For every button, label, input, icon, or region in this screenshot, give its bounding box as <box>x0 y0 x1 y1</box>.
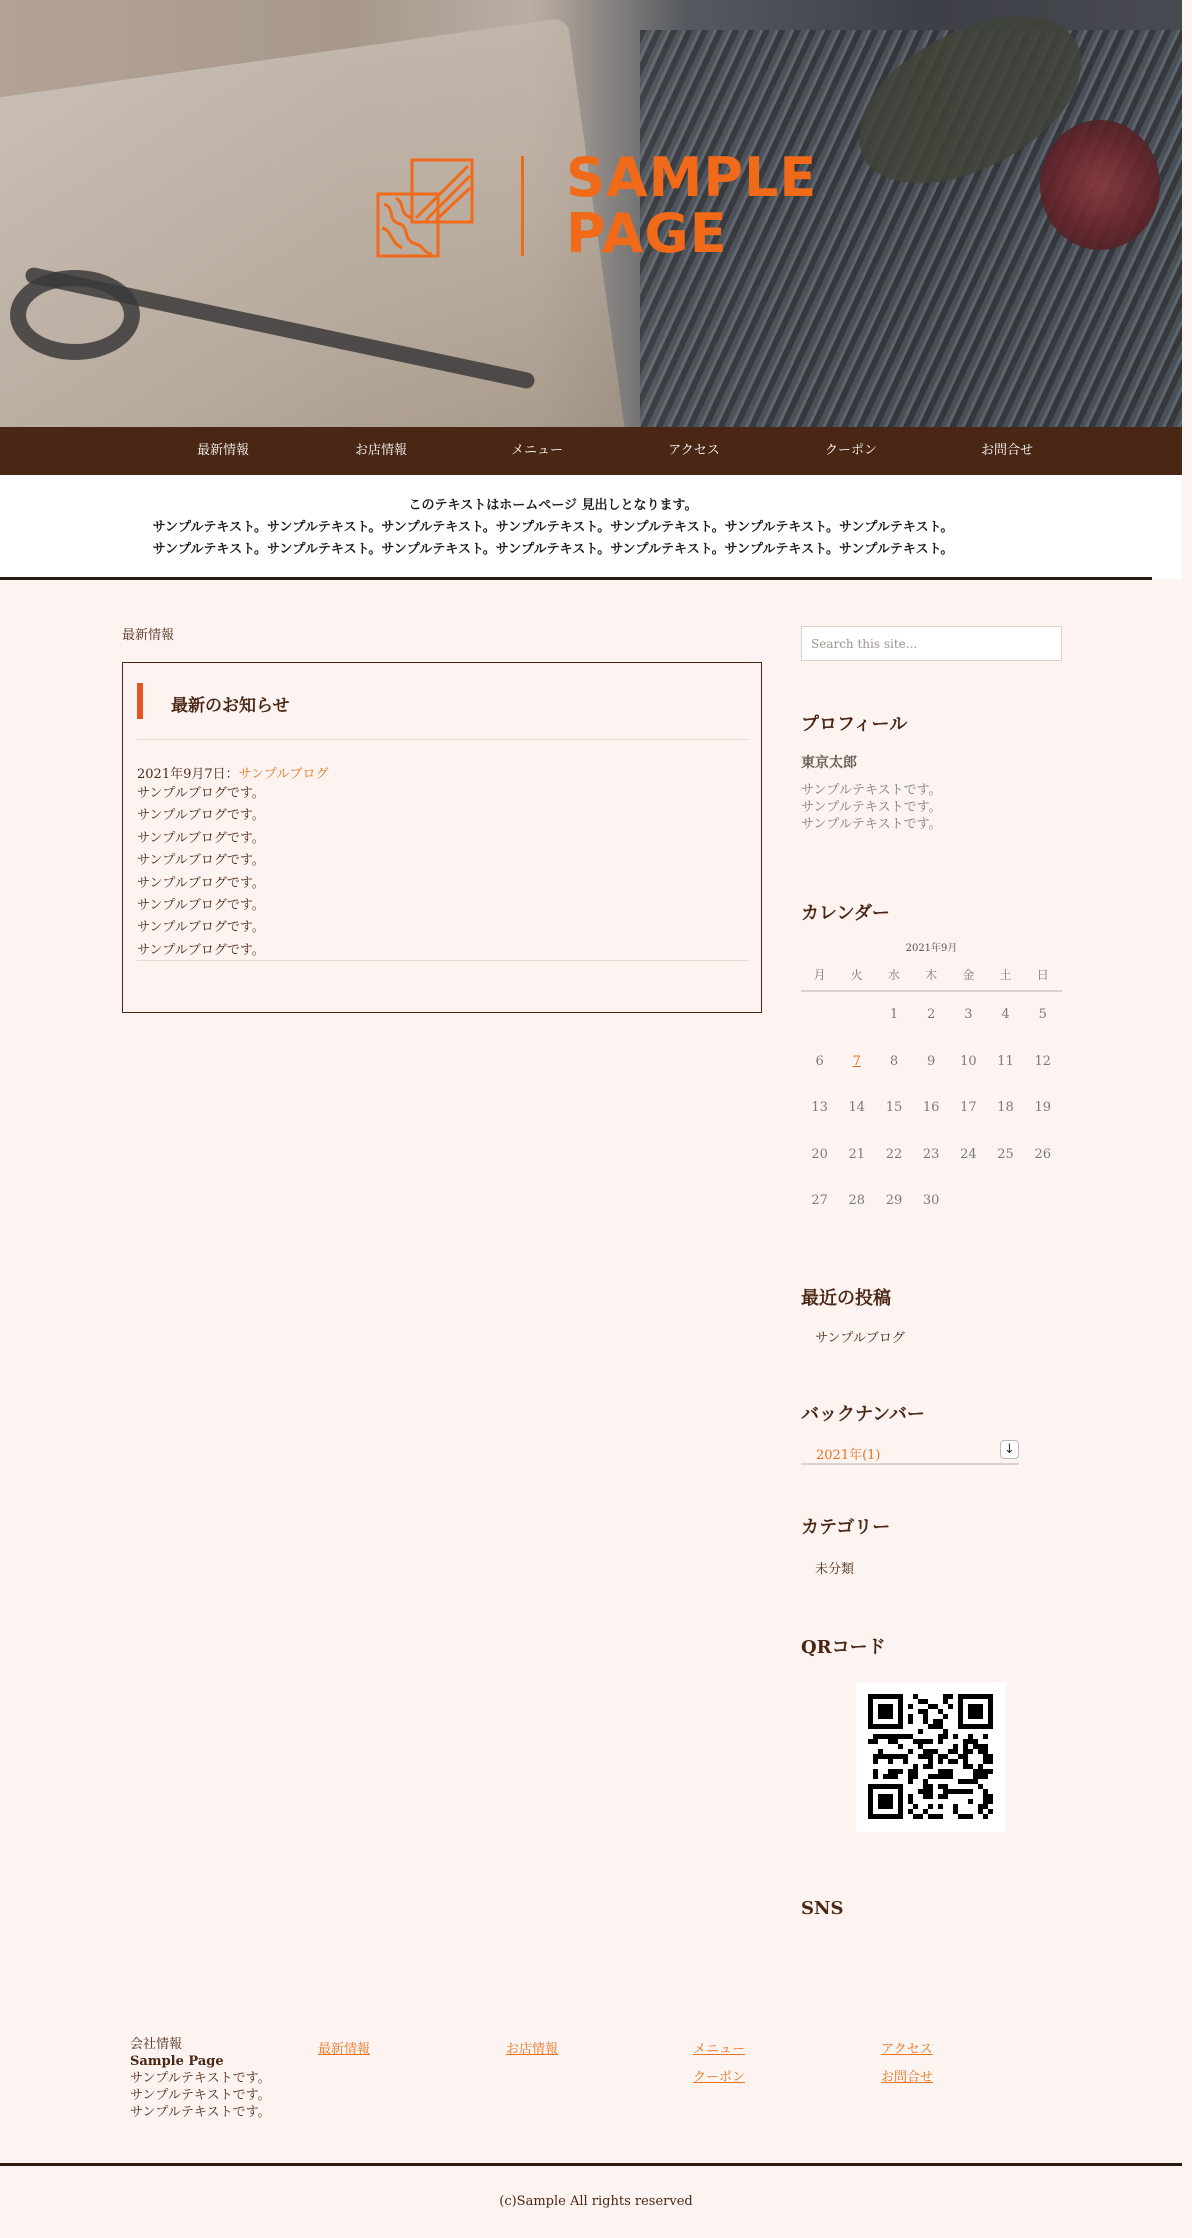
intro-heading: このテキストはホームページ 見出しとなります。 <box>408 498 698 513</box>
calendar-weekday: 木 <box>925 968 938 982</box>
calendar-day: 23 <box>922 1146 940 1162</box>
calendar-day: 30 <box>922 1193 940 1208</box>
profile-text: サンプルテキストです。 サンプルテキストです。 サンプルテキストです。 <box>801 783 942 832</box>
calendar-body <box>801 992 1062 1225</box>
footer-link-news[interactable]: 最新情報 <box>318 2042 371 2057</box>
footer-company-info: 会社情報 Sample Page サンプルテキストです。 サンプルテキストです。 サンプルテキストです。 <box>130 2037 271 2120</box>
calendar-weekday: 日 <box>1036 968 1049 982</box>
calendar-day: 4 <box>1001 1007 1010 1022</box>
archive-heading: バックナンバー <box>801 1404 925 1425</box>
calendar-week <box>801 1132 1062 1179</box>
calendar-week <box>801 1085 1062 1132</box>
calendar-day: 20 <box>811 1146 828 1162</box>
calendar-weekday: 月 <box>813 968 826 982</box>
calendar-day: 17 <box>960 1100 977 1115</box>
recent-post-link[interactable]: サンプルブログ <box>815 1331 905 1346</box>
footer-company-label: 会社情報 <box>130 2037 183 2052</box>
calendar-day <box>987 1178 1024 1225</box>
qr-heading: QRコード <box>801 1637 886 1658</box>
calendar-weekday: 金 <box>962 968 975 982</box>
nav-item-contact[interactable]: お問合せ <box>980 443 1033 458</box>
calendar-weekdays <box>801 960 1062 992</box>
calendar <box>801 938 1062 1225</box>
calendar-day: 15 <box>885 1100 903 1115</box>
category-link[interactable]: 未分類 <box>815 1562 855 1577</box>
calendar-day: 24 <box>960 1146 977 1162</box>
archive-selected-value: 2021年(1) <box>816 1448 881 1463</box>
calendar-week <box>801 992 1062 1039</box>
calendar-day: 6 <box>815 1053 824 1069</box>
calendar-day: 27 <box>811 1193 828 1208</box>
calendar-day: 9 <box>927 1053 936 1069</box>
footer-divider <box>0 2163 1182 2166</box>
calendar-day: 5 <box>1038 1007 1047 1022</box>
calendar-day: 18 <box>997 1100 1014 1115</box>
footer-link-menu[interactable]: メニュー <box>693 2042 746 2057</box>
post-meta <box>137 763 328 782</box>
nav-item-coupon[interactable]: クーポン <box>824 443 877 458</box>
post-title: 最新のお知らせ <box>171 696 290 716</box>
post-card <box>122 662 762 1013</box>
calendar-week <box>801 1039 1062 1086</box>
recent-posts-heading: 最近の投稿 <box>801 1288 891 1309</box>
calendar-day: 3 <box>964 1007 973 1022</box>
footer-link-access[interactable]: アクセス <box>881 2042 933 2057</box>
calendar-day: 22 <box>885 1146 903 1162</box>
chevron-down-icon[interactable]: ↓ <box>1000 1440 1019 1459</box>
calendar-heading: カレンダー <box>801 903 890 924</box>
calendar-day: 11 <box>997 1053 1014 1069</box>
calendar-day: 14 <box>848 1100 866 1115</box>
footer-company-name: Sample Page <box>130 2054 224 2069</box>
profile-heading: プロフィール <box>801 714 908 735</box>
calendar-day <box>1024 1178 1061 1225</box>
calendar-day <box>950 1178 987 1225</box>
post-date: 2021年9月7日： <box>137 767 239 782</box>
calendar-day <box>838 992 875 1039</box>
nav-item-news[interactable]: 最新情報 <box>196 443 249 458</box>
calendar-weekday: 水 <box>887 968 900 982</box>
qr-code-image <box>856 1682 1006 1832</box>
calendar-day: 12 <box>1034 1053 1051 1069</box>
footer-link-shop[interactable]: お店情報 <box>506 2042 559 2057</box>
calendar-day: 2 <box>927 1007 936 1022</box>
intro-text: このテキストはホームページ 見出しとなります。 サンプルテキスト。サンプルテキスト。サンプルテキスト。サンプルテキスト。サンプルテキスト。サンプルテキスト。サンプルテキスト。 サンプルテキスト。サンプルテキスト。サンプルテキスト。サンプルテキスト。サンプルテキスト。サンプルテキスト。サンプルテキスト。 <box>124 495 982 561</box>
footer-link-coupon[interactable]: クーポン <box>693 2070 746 2085</box>
search-input[interactable] <box>801 626 1062 661</box>
calendar-day: 19 <box>1034 1100 1051 1115</box>
main-nav <box>0 427 1182 475</box>
calendar-day: 10 <box>960 1053 977 1069</box>
category-heading: カテゴリー <box>801 1517 891 1538</box>
sns-heading: SNS <box>801 1898 844 1919</box>
calendar-weekday: 土 <box>999 968 1012 982</box>
footer-link-contact[interactable]: お問合せ <box>881 2070 934 2085</box>
archive-select[interactable] <box>801 1438 1019 1465</box>
calendar-day: 13 <box>811 1100 828 1115</box>
calendar-weekday: 火 <box>850 968 863 982</box>
nav-item-menu[interactable]: メニュー <box>510 443 563 458</box>
breadcrumb: 最新情報 <box>122 628 175 643</box>
nav-item-shop[interactable]: お店情報 <box>354 443 407 458</box>
nav-item-access[interactable]: アクセス <box>668 443 720 458</box>
profile-name: 東京太郎 <box>801 755 857 771</box>
calendar-day-link[interactable]: 7 <box>852 1053 861 1069</box>
calendar-caption: 2021年9月 <box>905 943 958 954</box>
logo-mark-icon <box>376 158 476 258</box>
calendar-day: 28 <box>848 1193 866 1208</box>
calendar-day: 25 <box>997 1146 1014 1162</box>
post-category-link[interactable]: サンプルブログ <box>238 767 329 782</box>
copyright: (c)Sample All rights reserved <box>499 2194 693 2209</box>
calendar-day <box>801 992 838 1039</box>
calendar-week <box>801 1178 1062 1225</box>
logo-text: SAMPLE PAGE <box>566 146 818 265</box>
hero-banner <box>0 0 1182 427</box>
intro-section <box>0 475 1182 579</box>
calendar-day: 16 <box>922 1100 940 1115</box>
calendar-day: 8 <box>889 1053 899 1069</box>
calendar-day: 21 <box>848 1146 866 1162</box>
calendar-day: 29 <box>885 1193 903 1208</box>
calendar-day: 1 <box>889 1007 899 1022</box>
divider <box>0 577 1152 580</box>
site-logo[interactable] <box>376 146 818 270</box>
calendar-day: 26 <box>1034 1146 1051 1162</box>
post-body: サンプルブログです。 サンプルブログです。 サンプルブログです。 サンプルブログです。 サンプルブログです。 サンプルブログです。 サンプルブログです。 サンプルブログです。 <box>137 786 265 958</box>
